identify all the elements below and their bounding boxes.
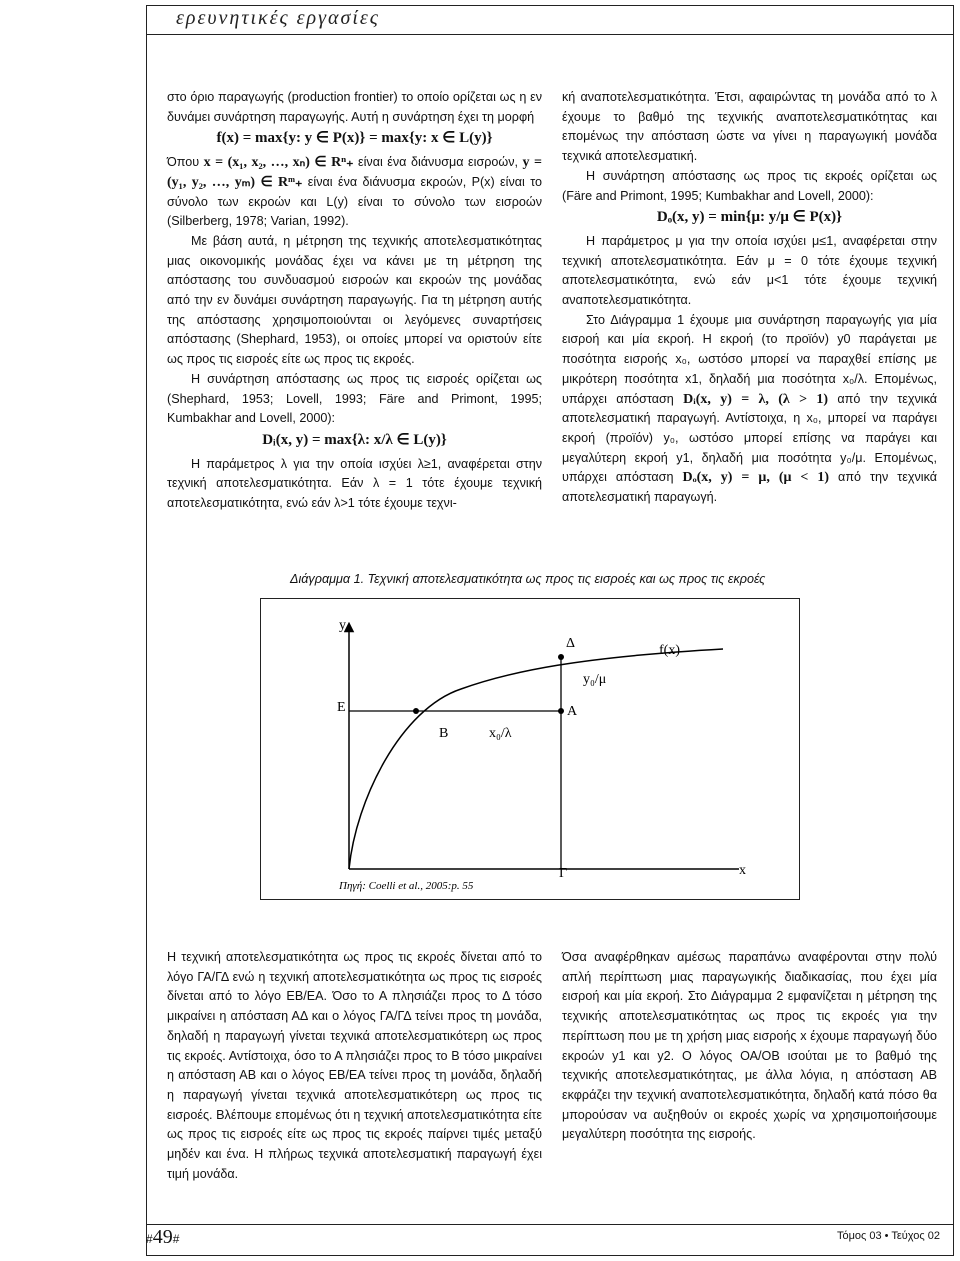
label-A: A: [567, 704, 578, 719]
label-E: E: [337, 700, 346, 715]
label-x0l: x₀/λ: [489, 726, 512, 741]
label-y: y: [339, 618, 346, 633]
label-x: x: [739, 863, 746, 878]
col1-paragraph-2: Όπου x = (x₁, x₂, …, xₙ) ∈ Rⁿ₊ είναι ένα διάνυσμα εισροών, y = (y₁, y₂, …, yₘ) ∈ Rᵐ₊ είναι ένα διάνυσμα εκροών, P(x) είναι το σύνολο των εκροών και L(y) είναι το σύνολο των εισροών (Silberberg, 1978; Varian, 1992).: [167, 155, 543, 229]
formula-input-vector: x = (x₁, x₂, …, xₙ) ∈ Rⁿ₊: [203, 155, 354, 171]
col1-paragraph-5: Η παράμετρος λ για την οποία ισχύει λ≥1, αναφέρεται στην τεχνική αποτελεσματικότητα. Εάν λ = 1 τότε έχουμε τεχνική αποτελεσματικότητα, ενώ εάν λ>1 τότε έχουμε τεχνι-: [167, 456, 542, 511]
formula-input-distance: Dᵢ(x, y) = max{λ: x/λ ∈ L(y)}: [262, 431, 447, 448]
header-title: ερευνητικές εργασίες: [176, 7, 380, 29]
bottom-left-paragraph: Η τεχνική αποτελεσματικότητα ως προς τις εκροές δίνεται από το λόγο ΓΑ/ΓΔ ενώ η τεχνική αποτελεσματικότητα ως προς τις εισροές δίνεται από το λόγο ΕΒ/ΕΑ. Όσο το Α πλησιάζει προς το Δ τόσο μικραίνει η απόσταση ΑΔ και ο λόγος ΓΑ/ΓΔ τείνει προς τη μονάδα, δηλαδή η παραγωγή γίνεται τεχνικά αποτελεσματικότερη ως προς τις εκροές. Αντίστοιχα, όσο το Α πλησιάζει προς το Β τόσο μικραίνει η απόσταση ΑΒ και ο λόγος ΕΒ/ΕΑ τείνει προς τη μονάδα, δηλαδή η παραγωγή γίνεται τεχνικά αποτελεσματικότερη ως προς τις εισροές. Βλέπουμε επομένως ότι η τεχνική αποτελεσματικότητα είτε ως προς τις εισροές είτε ως προς τις εκροές παίρνει τιμές μεταξύ μηδέν και ένα. Η πλήρως τεχνικά αποτελεσματική παραγωγή έχει τιμή μονάδα.: [167, 950, 542, 1181]
label-delta: Δ: [566, 636, 576, 651]
col1-paragraph-1: στο όριο παραγωγής (production frontier) το οποίο ορίζεται ως η εν δυνάμει συνάρτηση παραγωγής. Αυτή η συνάρτηση έχει τη μορφή: [167, 90, 542, 124]
bottom-left-text: [167, 948, 542, 1184]
col2-paragraph-4: Στο Διάγραμμα 1 έχουμε μια συνάρτηση παραγωγής για μία εισροή και μία εκροή. Η εκροή (το προϊόν) y0 παράγεται με ποσότητα εισροής x₀, ωστόσο μπορεί να παραχθεί επίσης με μικρότερη ποσότητα x1, δηλαδή μια ποσότητα x₀/λ. Επομένως, υπάρχει απόσταση Dᵢ(x, y) = λ, (λ > 1) από την τεχνικά αποτελεσματική παραγωγή. Αντίστοιχα, η x₀, μπορεί να παράγει εκροή (προϊόν) y₀, ωστόσο μπορεί επίσης να παράγει και μεγαλύτερη εκροή y1, δηλαδή μια ποσότητα y₀/μ. Επομένως, υπάρχει απόσταση Dₒ(x, y) = μ, (μ < 1) από την τεχνικά αποτελεσματική παραγωγή.: [562, 312, 937, 505]
column-right: [562, 88, 937, 508]
col2-paragraph-3: Η παράμετρος μ για την οποία ισχύει μ≤1, αναφέρεται στην τεχνική αποτελεσματικότητα. Εάν μ = 0 τότε έχουμε τεχνική αποτελεσματικότητα, ενώ εάν μ<1 τότε έχουμε τεχνική αναποτελεσματικότητα.: [562, 233, 937, 308]
diagram-1: [260, 598, 800, 900]
footer-rule: [146, 1224, 954, 1225]
point-Delta: [558, 654, 564, 660]
formula-input-distance-value: Dᵢ(x, y) = λ, (λ > 1): [683, 391, 829, 407]
label-B: B: [439, 726, 449, 741]
page-number: #49#: [146, 1226, 180, 1248]
formula-output-distance-value: Dₒ(x, y) = μ, (μ < 1): [682, 470, 830, 486]
page-header: [146, 5, 954, 35]
label-y0mu: y₀/μ: [583, 672, 607, 687]
point-B: [413, 708, 419, 714]
diagram-svg: [261, 599, 799, 899]
formula-production-function: f(x) = max{y: y ∈ P(x)} = max{y: x ∈ L(y)}: [216, 130, 493, 147]
bottom-right-text: [562, 948, 937, 1145]
col1-paragraph-3: Με βάση αυτά, η μέτρηση της τεχνικής αποτελεσματικότητας μιας οικονομικής μονάδας έχει να κάνει με τη μέτρηση της απόστασης του συνδυασμού εισροών και εκροών της μονάδας από την εν δυνάμει συνάρτηση παραγωγής. Για τη μέτρηση αυτής της απόστασης χρησιμοποιούνται οι λεγόμενες συναρτήσεις απόστασης (Shephard, 1953), οι οποίες μπορεί να οριστούν είτε ως προς τις εισροές είτε ως προς τις εκροές.: [167, 233, 542, 367]
point-A: [558, 708, 564, 714]
diagram-source: Πηγή: Coelli et al., 2005:p. 55: [339, 880, 474, 892]
issue-info: Τόμος 03 • Τεύχος 02: [836, 1230, 940, 1242]
label-fx: f(x): [659, 643, 680, 658]
diagram-caption: Διάγραμμα 1. Τεχνική αποτελεσματικότητα ως προς τις εισροές και ως προς τις εκροές: [290, 572, 766, 586]
col2-paragraph-1: κή αναποτελεσματικότητα. Έτσι, αφαιρώντας τη μονάδα από το λ έχουμε το βαθμό της τεχνικής αναποτελεσματικότητας και επομένως την απόσταση ώστε να γίνει η παραγωγική μονάδα τεχνικά αποτελεσματική.: [562, 90, 937, 164]
formula-output-vector: y = (y₁, y₂, …, yₘ) ∈ Rᵐ₊: [167, 155, 542, 190]
column-left: [167, 88, 542, 514]
bottom-right-paragraph: Όσα αναφέρθηκαν αμέσως παραπάνω αναφέρονται στην πολύ απλή περίπτωση μιας παραγωγικής διαδικασίας, που έχει μία εισροή και μία εκροή. Στο Διάγραμμα 2 εμφανίζεται η μέτρηση της τεχνικής αποτελεσματικότητας ως προς τις εκροές για την περίπτωση που με τη χρήση μιας εισροής x έχουμε παραγωγή δύο εκροών y1 και y2. Ο λόγος ΟΑ/ΟΒ ισούται με το βαθμό της τεχνικής αποτελεσματικότητας, με άλλα λόγια, η απόσταση ΑΒ εκφράζει την τεχνική αναποτελεσματικότητα, δηλαδή κατά πόσο θα μπορούσαν να αυξηθούν οι εκροές χωρίς να χρησιμοποιήσουμε μεγαλύτερη ποσότητα της εισροής.: [562, 950, 937, 1142]
col1-paragraph-4: Η συνάρτηση απόστασης ως προς τις εισροές ορίζεται ως (Shephard, 1953; Lovell, 1993; Färe and Primont, 1995; Kumbakhar and Lovell, 2000):: [167, 371, 542, 426]
formula-output-distance: Dₒ(x, y) = min{μ: y/μ ∈ P(x)}: [656, 209, 843, 226]
frontier-curve: [349, 649, 723, 869]
col2-paragraph-2: Η συνάρτηση απόστασης ως προς τις εκροές ορίζεται ως (Färe and Primont, 1995; Kumbakhar and Lovell, 2000):: [562, 168, 937, 203]
label-gamma: Γ: [559, 866, 568, 881]
